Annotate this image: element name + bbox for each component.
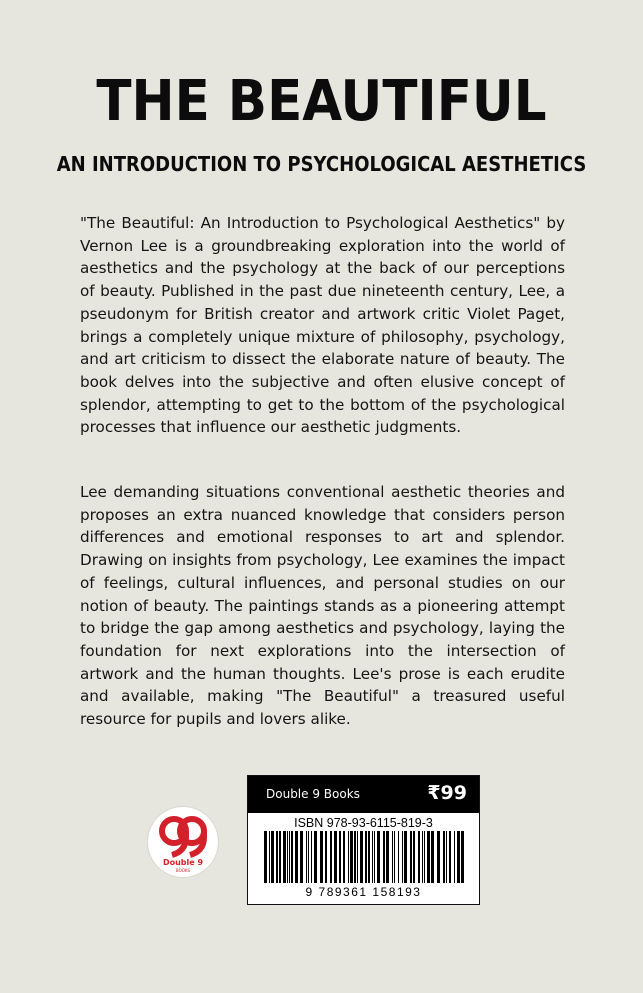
- barcode-bar: [377, 831, 380, 883]
- logo-name: Double 9: [162, 858, 204, 867]
- barcode-bar: [424, 831, 425, 883]
- barcode-bar: [289, 831, 290, 883]
- price-label: ₹99: [427, 782, 467, 804]
- barcode-bar: [339, 831, 341, 883]
- barcode-bar: [461, 831, 464, 883]
- barcode-bar: [402, 831, 403, 883]
- barcode-bar: [449, 831, 451, 883]
- barcode-bar: [383, 831, 385, 883]
- barcode-bar: [404, 831, 407, 883]
- double9-logo-icon: [148, 807, 218, 877]
- barcode-bar: [343, 831, 345, 883]
- barcode-bar: [276, 831, 278, 883]
- logo-sub: BOOKS: [175, 868, 191, 873]
- description-paragraph-1: "The Beautiful: An Introduction to Psychological Aesthetics" by Vernon Lee is a groundbreaking exploration into the world of aesthetics and the psychology at the back of our perceptions of beauty. Published in the past due nineteenth century, Lee, a pseudonym for British creator and artwork critic Violet Paget, brings a completely unique mixture of philosophy, psychology, and art criticism to dissect the elaborate nature of beauty. The book delves into the subjective and often elusive concept of splendor, attempting to get to the bottom of the psychological processes that influence our aesthetic judgments.: [80, 214, 565, 437]
- barcode-bar: [334, 831, 337, 883]
- barcode-bar: [457, 831, 460, 883]
- barcode-bar: [320, 831, 323, 883]
- barcode-bar: [372, 831, 373, 883]
- barcode-panel: [247, 775, 480, 905]
- barcode-bar: [446, 831, 447, 883]
- barcode-bar: [357, 831, 358, 883]
- publisher-name: Double 9 Books: [266, 787, 360, 801]
- barcode-bar: [354, 831, 356, 883]
- barcode-bar: [392, 831, 393, 883]
- barcode-bar: [325, 831, 327, 883]
- barcode-bar: [330, 831, 332, 883]
- barcode-bar: [291, 831, 293, 883]
- book-title: THE BEAUTIFUL: [96, 69, 547, 134]
- barcode-bar: [311, 831, 312, 883]
- barcode-bar: [422, 831, 423, 883]
- barcode-bar: [454, 831, 455, 883]
- barcode-bar: [437, 831, 440, 883]
- barcode-bar: [413, 831, 415, 883]
- barcode-bars: [262, 831, 465, 887]
- barcode-bar: [386, 831, 389, 883]
- barcode-bar: [279, 831, 281, 883]
- barcode-bar: [306, 831, 307, 883]
- barcode-bar: [264, 831, 267, 883]
- barcode-bar: [283, 831, 286, 883]
- barcode-bar: [427, 831, 430, 883]
- barcode-bar: [410, 831, 412, 883]
- barcode-bar: [269, 831, 270, 883]
- barcode-bar: [271, 831, 274, 883]
- barcode-bar: [350, 831, 353, 883]
- barcode-bar: [365, 831, 367, 883]
- barcode-bar: [431, 831, 434, 883]
- barcode-bar: [398, 831, 399, 883]
- barcode-bar: [443, 831, 445, 883]
- isbn-label: ISBN 978-93-6115-819-3: [294, 816, 433, 830]
- barcode-bar: [360, 831, 363, 883]
- barcode-bar: [300, 831, 303, 883]
- barcode-bar: [374, 831, 375, 883]
- barcode-header: [248, 776, 479, 813]
- barcode-bar: [418, 831, 420, 883]
- barcode-bar: [348, 831, 349, 883]
- barcode-bar: [394, 831, 395, 883]
- barcode-bar: [295, 831, 298, 883]
- barcode-bar: [287, 831, 288, 883]
- barcode-bar: [368, 831, 370, 883]
- description-paragraph-2: Lee demanding situations conventional aesthetic theories and proposes an extra nuanced knowledge that considers person differences and emotional responses to art and splendor. Drawing on insights from psychology, Lee examines the impact of feelings, cultural influences, and personal studies on our notion of beauty. The paintings stands as a pioneering attempt to bridge the gap among aesthetics and psychology, laying the foundation for next explorations into the intersection of artwork and the human thoughts. Lee's prose is each erudite and available, making "The Beautiful" a treasured useful resource for pupils and lovers alike.: [80, 483, 565, 729]
- book-subtitle: AN INTRODUCTION TO PSYCHOLOGICAL AESTHETICS: [56, 152, 587, 176]
- barcode-number: 9 789361 158193: [305, 885, 422, 899]
- publisher-logo: [148, 807, 218, 877]
- barcode-bar: [314, 831, 317, 883]
- barcode-bar: [308, 831, 309, 883]
